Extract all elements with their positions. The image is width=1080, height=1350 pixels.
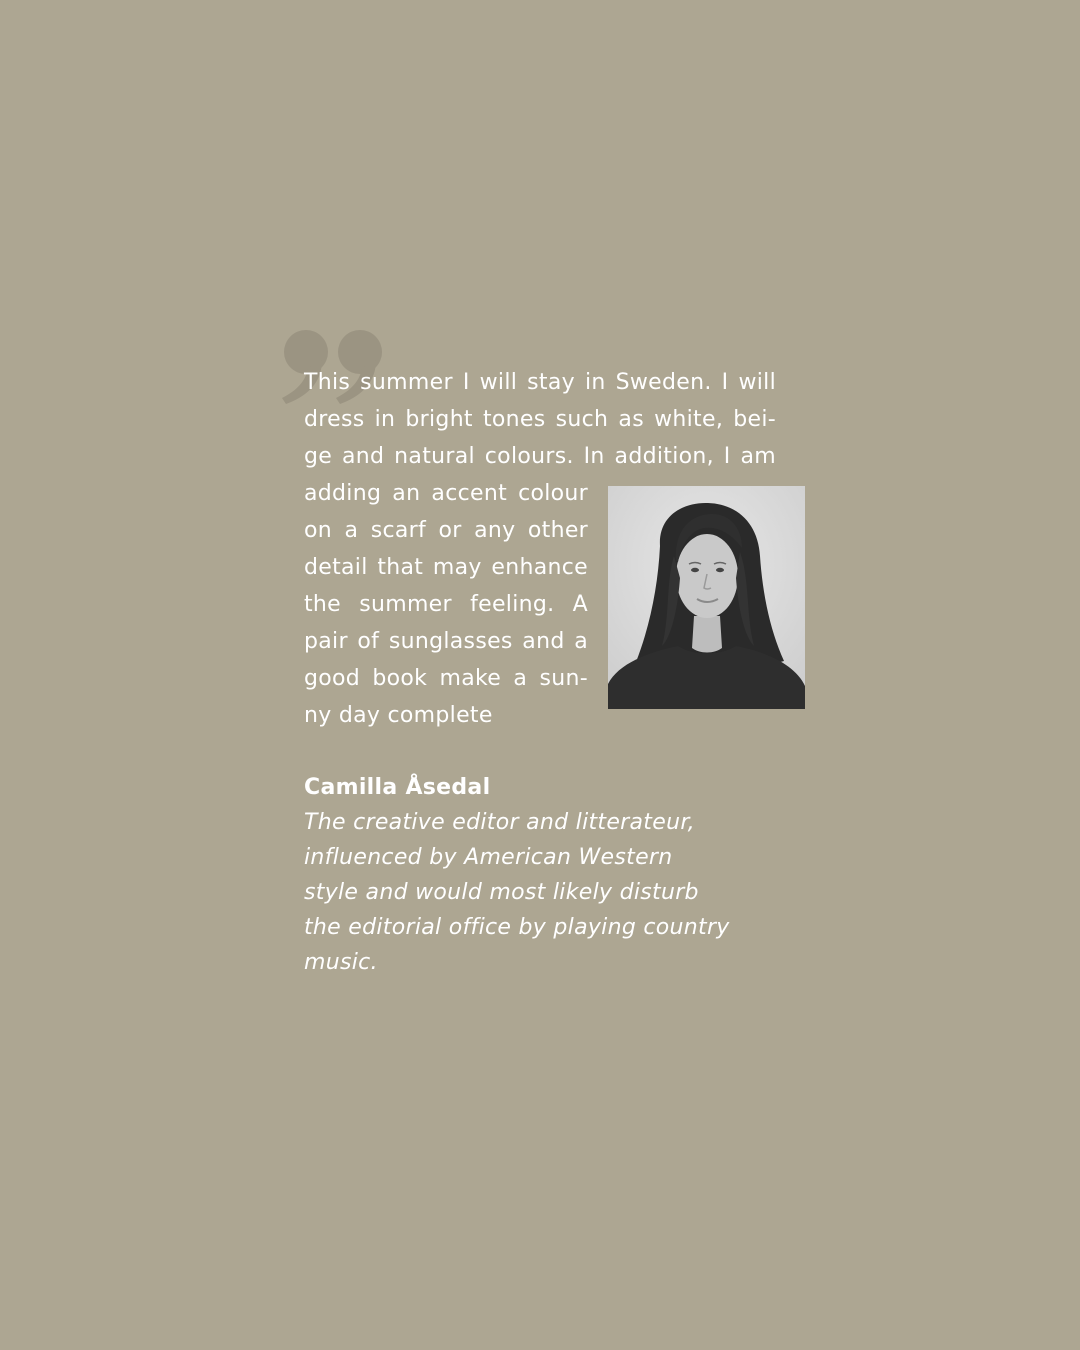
portrait-photo <box>608 486 805 709</box>
quote-line: ge and natural colours. In addition, I am <box>304 444 776 469</box>
author-bio-line: the editorial office by playing country <box>304 915 730 940</box>
quote-line: dress in bright tones such as white, bei- <box>304 407 776 432</box>
quote-line: detail that may enhance <box>304 555 588 580</box>
author-bio-line: style and would most likely disturb <box>304 880 699 905</box>
author-bio-line: music. <box>304 950 378 975</box>
quote-line: the summer feeling. A <box>304 592 588 617</box>
quote-line: on a scarf or any other <box>304 518 588 543</box>
author-bio-line: The creative editor and litterateur, <box>304 810 695 835</box>
author-bio-line: influenced by American Western <box>304 845 673 870</box>
quote-line: pair of sunglasses and a <box>304 629 588 654</box>
quote-line: good book make a sun- <box>304 666 588 691</box>
author-name: Camilla Åsedal <box>304 775 491 800</box>
quote-line: adding an accent colour <box>304 481 588 506</box>
quote-line: ny day complete <box>304 703 493 728</box>
quote-line: This summer I will stay in Sweden. I will <box>304 370 776 395</box>
